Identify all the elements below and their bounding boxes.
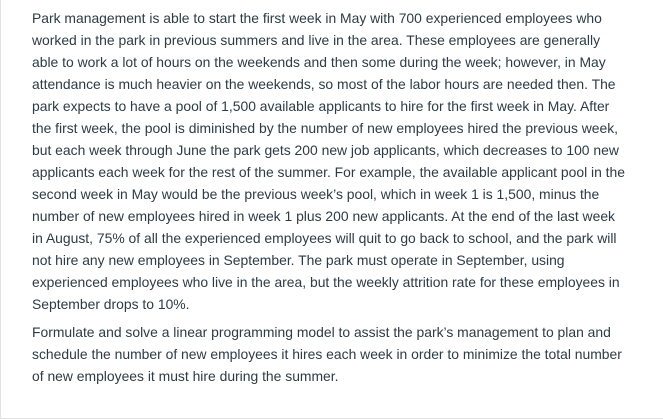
paragraph-1 (32, 7, 642, 315)
text-line: attendance is much heavier on the weekends, so most of the labor hours are needed then. The (32, 76, 616, 92)
text-line: experienced employees who live in the area, but the weekly attrition rate for these employees in (32, 274, 620, 290)
text-line: Formulate and solve a linear programming model to assist the park’s management to plan and (32, 324, 611, 340)
text-line: of new employees it must hire during the summer. (32, 368, 339, 384)
text-line: able to work a lot of hours on the weekends and then some during the week; however, in May (32, 54, 606, 70)
text-line: park expects to have a pool of 1,500 available applicants to hire for the first week in May. After (32, 98, 610, 114)
text-line: but each week through June the park gets 200 new job applicants, which decreases to 100 new (32, 142, 619, 158)
text-line: the first week, the pool is diminished by the number of new employees hired the previous week, (32, 120, 619, 136)
text-line: second week in May would be the previous week’s pool, which in week 1 is 1,500, minus the (32, 186, 600, 202)
text-line: worked in the park in previous summers and live in the area. These employees are generally (32, 32, 601, 48)
text-line: September drops to 10%. (32, 296, 190, 312)
text-line: not hire any new employees in September. The park must operate in September, using (32, 252, 565, 268)
text-line: schedule the number of new employees it hires each week in order to minimize the total number (32, 346, 622, 362)
problem-text (32, 7, 642, 387)
text-line: Park management is able to start the first week in May with 700 experienced employees who (32, 10, 602, 26)
text-line: in August, 75% of all the experienced employees will quit to go back to school, and the park will (32, 230, 617, 246)
text-line: applicants each week for the rest of the summer. For example, the available applicant pool in the (32, 164, 625, 180)
paragraph-2 (32, 321, 642, 387)
text-line: number of new employees hired in week 1 plus 200 new applicants. At the end of the last week (32, 208, 615, 224)
